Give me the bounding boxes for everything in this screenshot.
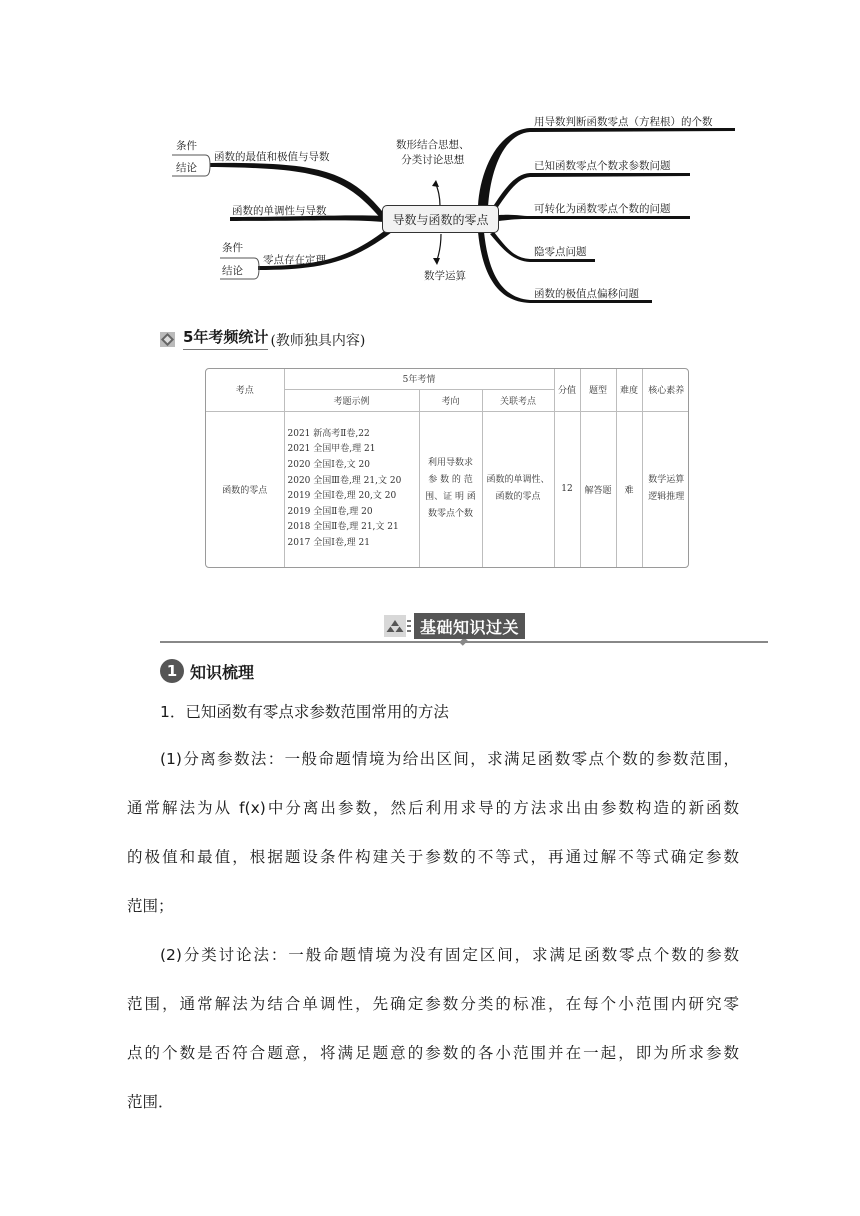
branch-right-3 bbox=[499, 215, 690, 221]
th-literacy: 核心素养 bbox=[642, 369, 689, 411]
banner-title: 基础知识过关 bbox=[414, 613, 525, 639]
branch-text-right-4: 隐零点问题 bbox=[534, 246, 587, 258]
p1-line-3: 的极值和最值，根据题设条件构建关于参数的不等式，再通过解不等式确定参数 bbox=[127, 848, 739, 866]
number-badge: 1 bbox=[160, 659, 184, 683]
cell-examples: 2021 新高考Ⅱ卷,22 2021 全国甲卷,理 21 2020 全国Ⅰ卷,文 20 2020 全国Ⅲ卷,理 21,文 20 2019 全国Ⅰ卷,理 20,文 20 2019 全国Ⅱ卷,理 20 2018 全国Ⅱ卷,理 21,文 21 2017 全国Ⅰ卷,理 21 bbox=[284, 411, 419, 567]
cell-kaodian: 函数的零点 bbox=[206, 411, 284, 567]
thought-bottom: 数学运算 bbox=[424, 270, 466, 282]
th-direction: 考向 bbox=[419, 389, 482, 411]
label-conclusion: 结论 bbox=[176, 162, 197, 174]
diamond-icon bbox=[160, 332, 175, 347]
thought-top: 数形结合思想、 分类讨论思想 bbox=[396, 139, 470, 166]
branch-text-right-5: 函数的极值点偏移问题 bbox=[534, 288, 639, 300]
p2-line-1: (2)分类讨论法：一般命题情境为没有固定区间，求满足函数零点个数的参数 bbox=[160, 946, 739, 964]
mind-map-center: 导数与函数的零点 bbox=[382, 205, 499, 233]
knowledge-title: 知识梳理 bbox=[190, 662, 255, 682]
th-type: 题型 bbox=[580, 369, 616, 411]
branch-thought-bottom bbox=[437, 234, 441, 260]
stats-note: (教师独具内容) bbox=[270, 333, 366, 349]
p2-line-2: 范围，通常解法为结合单调性，先确定参数分类的标准，在每个小范围内研究零 bbox=[127, 995, 739, 1013]
label-condition: 条件 bbox=[176, 140, 197, 152]
table-row bbox=[206, 411, 689, 567]
mind-map bbox=[0, 0, 860, 320]
cell-literacy: 数学运算 逻辑推理 bbox=[642, 411, 689, 567]
triangles-icon bbox=[384, 615, 406, 637]
th-examples: 考题示例 bbox=[284, 389, 419, 411]
p2-line-4: 范围． bbox=[127, 1093, 174, 1111]
branch-text-right-2: 已知函数零点个数求参数问题 bbox=[534, 160, 671, 172]
th-5year: 5年考情 bbox=[284, 369, 554, 389]
p1-line-2: 通常解法为从 f(x)中分离出参数，然后利用求导的方法求出由参数构造的新函数 bbox=[127, 799, 739, 817]
cell-score: 12 bbox=[554, 411, 580, 567]
branch-text-extremum: 函数的最值和极值与导数 bbox=[214, 151, 330, 163]
branch-text-right-1: 用导数判断函数零点（方程根）的个数 bbox=[534, 116, 713, 128]
th-difficulty: 难度 bbox=[616, 369, 642, 411]
branch-text-right-3: 可转化为函数零点个数的问题 bbox=[534, 203, 671, 215]
content-heading: 1．已知函数有零点求参数范围常用的方法 bbox=[160, 703, 449, 721]
cell-related: 函数的单调性、 函数的零点 bbox=[482, 411, 554, 567]
cell-type: 解答题 bbox=[580, 411, 616, 567]
branch-thought-top bbox=[436, 184, 440, 206]
branch-text-zero-theorem: 零点存在定理 bbox=[263, 254, 326, 266]
th-score: 分值 bbox=[554, 369, 580, 411]
stats-table bbox=[205, 368, 689, 568]
banner-separator bbox=[407, 615, 413, 637]
branch-text-monotonic: 函数的单调性与导数 bbox=[232, 205, 327, 217]
knowledge-heading bbox=[160, 659, 254, 683]
cell-direction: 利用导数求 参 数 的 范 围、证 明 函 数零点个数 bbox=[419, 411, 482, 567]
label-conclusion-2: 结论 bbox=[222, 265, 243, 277]
stats-heading bbox=[160, 326, 365, 350]
th-kaodian: 考点 bbox=[206, 369, 284, 411]
label-condition-2: 条件 bbox=[222, 242, 243, 254]
th-related: 关联考点 bbox=[482, 389, 554, 411]
section-banner bbox=[384, 613, 525, 639]
cell-difficulty: 难 bbox=[616, 411, 642, 567]
stats-title: 5年考频统计 bbox=[183, 326, 268, 350]
p2-line-3: 点的个数是否符合题意，将满足题意的参数的各小范围并在一起，即为所求参数 bbox=[127, 1044, 739, 1062]
p1-line-1: (1)分离参数法：一般命题情境为给出区间，求满足函数零点个数的参数范围， bbox=[160, 750, 739, 768]
p1-line-4: 范围； bbox=[127, 897, 174, 915]
